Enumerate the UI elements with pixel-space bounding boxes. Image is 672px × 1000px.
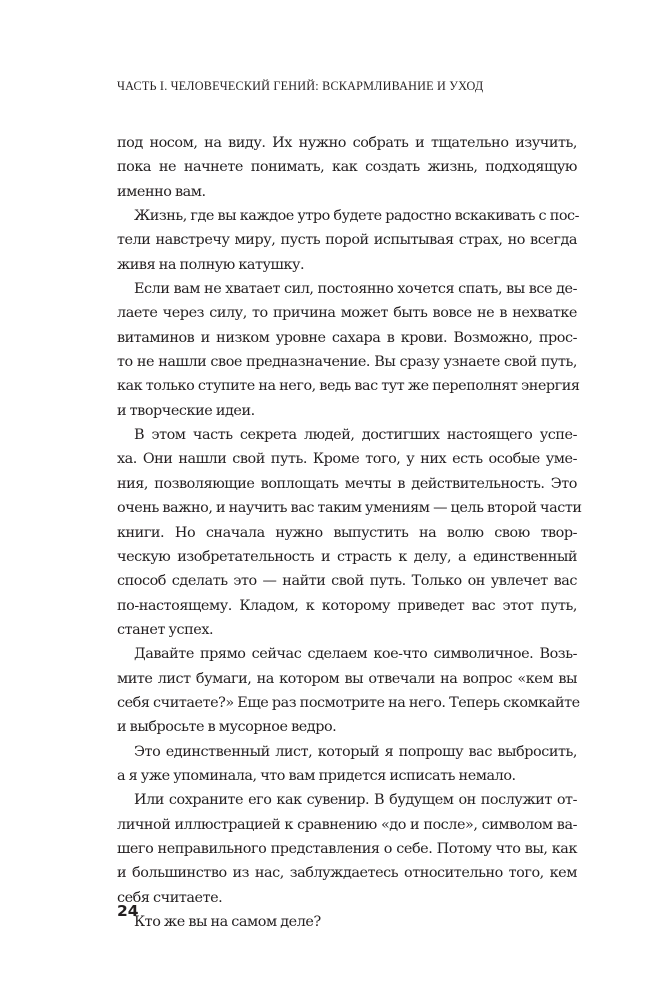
text-line: Кто же вы на самом деле? [134,914,321,930]
text-line: по-настоящему. Кладом, к которому приведет вас этот путь, [117,597,577,614]
text-line: книги. Но сначала нужно выпустить на волю свою твор- [117,524,577,541]
body-text [117,131,582,934]
text-line: витаминов и низком уровне сахара в крови. Возможно, прос- [117,329,577,346]
text-line: а я уже упоминала, что вам придется исписать немало. [117,767,516,784]
text-line: ха. Они нашли свой путь. Кроме того, у них есть особые уме- [117,451,577,468]
paragraph [117,740,577,789]
text-line: Или сохраните его как сувенир. В будущем он послужит от- [134,792,577,809]
paragraph [117,277,580,423]
text-line: Если вам не хватает сил, постоянно хочется спать, вы все де- [134,281,577,298]
paragraph [117,423,582,642]
text-line: и выбросьте в мусорное ведро. [117,719,337,736]
text-line: пока не начнете понимать, как создать жизнь, подходящую [117,159,577,176]
text-line: лаете через силу, то причина может быть вовсе не в нехватке [117,305,577,322]
paragraph [117,642,580,739]
text-line: В этом часть секрета людей, достигших настоящего успе- [134,427,577,444]
text-line: то не нашли свое предназначение. Вы сразу узнаете свой путь, [117,354,577,371]
text-line: станет успех. [117,621,214,638]
page-number: 24 [117,902,139,920]
text-line: тели навстречу миру, пусть порой испытывая страх, но всегда [117,232,577,249]
text-line: ния, позволяющие воплощать мечты в действительность. Это [117,475,577,492]
text-line: очень важно, и научить вас таким умениям — цель второй части [117,500,582,517]
paragraph [117,131,577,204]
text-line: ческую изобретательность и страсть к делу, а единственный [117,548,577,565]
text-line: себя считаете?» Еще раз посмотрите на него. Теперь скомкайте [117,694,580,711]
paragraph [117,204,580,277]
text-line: Это единственный лист, который я попрошу вас выбросить, [134,743,577,760]
text-line: мите лист бумаги, на котором вы отвечали на вопрос «кем вы [117,670,577,687]
running-head: ЧАСТЬ I. ЧЕЛОВЕЧЕСКИЙ ГЕНИЙ: ВСКАРМЛИВАНИЕ И УХОД [117,79,484,93]
text-line: живя на полную катушку. [117,256,305,273]
text-line: под носом, на виду. Их нужно собрать и тщательно изучить, [117,135,577,151]
text-line: себя считаете. [117,889,223,906]
paragraph [117,910,577,934]
paragraph [117,788,577,910]
text-line: именно вам. [117,183,206,200]
text-line: Жизнь, где вы каждое утро будете радостно вскакивать с пос- [134,208,580,225]
text-line: Давайте прямо сейчас сделаем кое-что символичное. Возь- [134,646,577,663]
text-line: и творческие идеи. [117,402,255,419]
text-line: как только ступите на него, ведь вас тут же переполнят энергия [117,378,580,395]
text-line: и большинство из нас, заблуждаетесь относительно того, кем [117,865,577,882]
text-line: шего неправильного представления о себе. Потому что вы, как [117,840,577,857]
text-line: личной иллюстрацией к сравнению «до и после», символом ва- [117,816,577,833]
text-line: способ сделать это — найти свой путь. Только он увлечет вас [117,573,577,590]
